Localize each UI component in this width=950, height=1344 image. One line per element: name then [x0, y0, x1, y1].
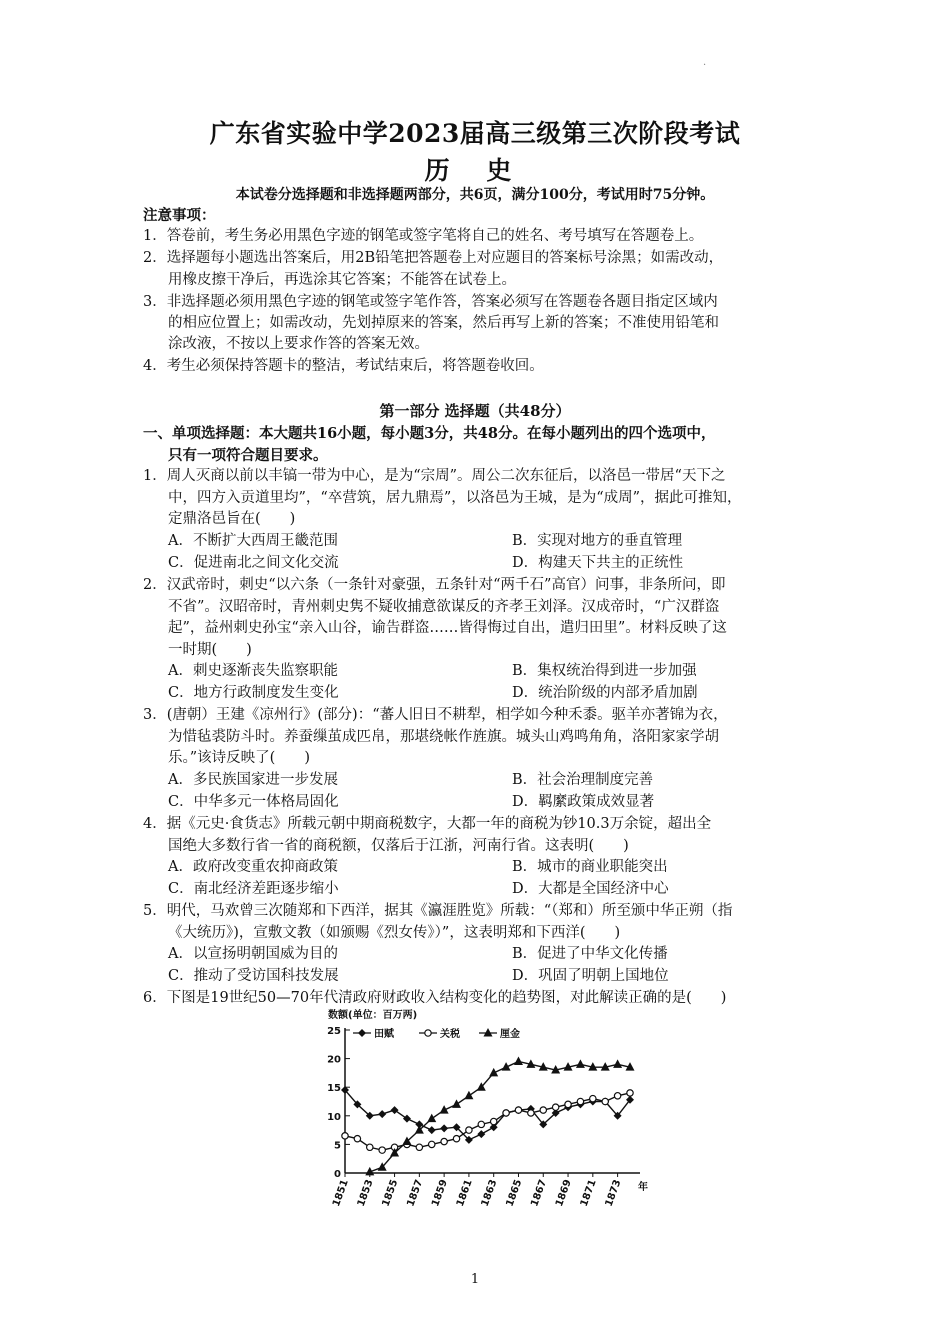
data-point: [614, 1093, 620, 1099]
question-1-stem: 1．周人灭商以前以丰镐一带为中心，是为“宗周”。周公二次东征后，以洛邑一带居“天下之: [143, 468, 726, 484]
data-point: [577, 1098, 583, 1104]
x-tick-label: 1873: [603, 1178, 624, 1209]
question-5-option-c: C．推动了受访国科技发展: [168, 968, 339, 984]
question-1-stem: 定鼎洛邑旨在( ): [168, 511, 296, 527]
data-point: [466, 1127, 472, 1133]
instruction-line: 的相应位置上；如需改动，先划掉原来的答案，然后再写上新的答案；不准使用铅笔和: [168, 315, 719, 331]
data-point: [540, 1107, 546, 1113]
question-5-option-a: A．以宣扬明朝国威为目的: [168, 946, 338, 962]
legend-marker: [484, 1028, 493, 1037]
chart-legend: [353, 1027, 520, 1040]
question-5-stem: 《大统历》)，宣敷文教（如颁赐《烈女传》）”，这表明郑和下西洋( ): [168, 925, 621, 941]
x-tick-label: 1867: [529, 1178, 550, 1209]
data-point: [354, 1135, 360, 1141]
question-5-option-b: B．促进了中华文化传播: [512, 946, 668, 962]
x-tick-label: 1857: [405, 1178, 426, 1209]
question-4-stem: 国绝大多数行省一省的商税额，仅落后于江浙，河南行省。这表明( ): [168, 838, 629, 854]
question-1-option-d: D．构建天下共主的正统性: [512, 555, 684, 571]
data-point: [367, 1144, 373, 1150]
x-tick-label: 1859: [430, 1178, 450, 1209]
data-point: [528, 1110, 534, 1116]
legend-label: 关税: [440, 1029, 460, 1040]
data-point: [428, 1126, 436, 1134]
question-2-stem: 起”，益州刺史孙宝“亲入山谷，谕告群盗……皆得悔过自出，遣归田里”。材料反映了这: [168, 620, 727, 636]
x-tick-label: 1869: [554, 1178, 574, 1209]
question-3-option-a: A．多民族国家进一步发展: [168, 772, 338, 788]
stray-mark: ·: [703, 60, 707, 71]
question-2-option-d: D．统治阶级的内部矛盾加剧: [512, 685, 698, 701]
question-3-stem: 乐。”该诗反映了( ): [168, 750, 310, 766]
data-point: [477, 1130, 485, 1138]
question-4-option-a: A．政府改变重农抑商政策: [168, 859, 338, 875]
data-point: [590, 1095, 596, 1101]
data-point: [490, 1118, 496, 1124]
series-line-2: [345, 1093, 630, 1150]
question-4-stem: 4．据《元史·食货志》所载元朝中期商税数字，大都一年的商税为钞10.3万余锭，超出全: [143, 816, 712, 832]
legend-marker: [425, 1030, 431, 1036]
question-4-option-d: D．大都是全国经济中心: [512, 881, 669, 897]
question-2-option-a: A．刺史逐渐丧失监察职能: [168, 663, 338, 679]
data-point: [576, 1059, 585, 1068]
question-4-option-b: B．城市的商业职能突出: [512, 859, 668, 875]
y-tick-label: 10: [327, 1111, 341, 1123]
y-tick-label: 20: [327, 1054, 341, 1066]
data-point: [379, 1147, 385, 1153]
y-tick-label: 25: [327, 1026, 341, 1037]
question-2-stem: 一时期( ): [168, 642, 252, 658]
instructions-heading: 注意事项：: [143, 207, 216, 224]
question-3-option-d: D．羁縻政策成效显著: [512, 794, 655, 810]
question-5-option-d: D．巩固了明朝上国地位: [512, 968, 669, 984]
question-1-stem: 中，四方入贡道里均”，“卒营筑，居九鼎焉”，以洛邑为王城，是为“成周”，据此可推知，: [168, 490, 742, 506]
data-point: [627, 1090, 633, 1096]
data-point: [452, 1099, 461, 1108]
question-2-option-c: C．地方行政制度发生变化: [168, 685, 339, 701]
data-point: [613, 1059, 622, 1068]
data-point: [441, 1138, 447, 1144]
y-tick-label: 15: [327, 1083, 341, 1095]
question-1-option-b: B．实现对地方的垂直管理: [512, 533, 683, 549]
data-point: [602, 1098, 608, 1104]
exam-note: 本试卷分选择题和非选择题两部分，共6页，满分100分，考试用时75分钟。: [235, 187, 715, 203]
instruction-line: 3．非选择题必须用黑色字迹的钢笔或签字笔作答，答案必须写在答题卷各题目指定区域内: [143, 294, 718, 310]
data-point: [416, 1144, 422, 1150]
data-point: [427, 1114, 436, 1123]
question-2-stem: 不省”。汉昭帝时，青州刺史隽不疑收捕意欲谋反的齐孝王刘泽。汉成帝时，“广汉群盗: [168, 599, 720, 615]
question-1-option-c: C．促进南北之间文化交流: [168, 555, 339, 571]
chart-series: [341, 1056, 635, 1175]
question-2-option-b: B．集权统治得到进一步加强: [512, 663, 697, 679]
subject-title: 历 史: [424, 156, 526, 185]
x-tick-label: 1851: [330, 1178, 351, 1209]
question-5-stem: 5．明代，马欢曾三次随郑和下西洋，据其《瀛涯胜览》所载：“（郑和）所至颁中华正朔（指: [143, 903, 733, 919]
instruction-line: 2．选择题每小题选出答案后，用2B铅笔把答题卷上对应题目的答案标号涂黑；如需改动，: [143, 250, 724, 266]
section-intro: 只有一项符合题目要求。: [168, 447, 328, 464]
data-point: [478, 1121, 484, 1127]
instruction-line: 4．考生必须保持答题卡的整洁，考试结束后，将答题卷收回。: [143, 358, 544, 374]
y-tick-label: 5: [334, 1140, 341, 1152]
data-point: [552, 1104, 558, 1110]
question-4-option-c: C．南北经济差距逐步缩小: [168, 881, 339, 897]
data-point: [464, 1091, 473, 1100]
question-6-stem: 6．下图是19世纪50—70年代清政府财政收入结构变化的趋势图，对此解读正确的是( ): [143, 990, 727, 1006]
section-intro: 一、单项选择题：本大题共16小题，每小题3分，共48分。在每小题列出的四个选项中，: [143, 425, 716, 442]
question-3-option-b: B．社会治理制度完善: [512, 772, 654, 788]
x-tick-label: 1871: [578, 1178, 599, 1209]
question-2-stem: 2．汉武帝时，刺史“以六条（一条针对豪强，五条针对“两千石”高官）问事，非条所问，即: [143, 577, 726, 593]
data-point: [391, 1106, 399, 1114]
x-tick-label: 1861: [454, 1178, 475, 1209]
x-axis-label: 年: [638, 1182, 648, 1193]
question-1-option-a: A．不断扩大西周王畿范围: [168, 533, 338, 549]
exam-title: 广东省实验中学2023届高三级第三次阶段考试: [209, 119, 741, 148]
x-tick-label: 1855: [380, 1178, 401, 1209]
section-title: 第一部分 选择题（共48分）: [379, 402, 571, 420]
y-axis-label: 数额(单位：百万两): [328, 1010, 418, 1021]
data-point: [378, 1110, 386, 1118]
instruction-line: 1．答卷前，考生务必用黑色字迹的钢笔或签字笔将自己的姓名、考号填写在答题卷上。: [143, 228, 704, 244]
data-point: [429, 1141, 435, 1147]
data-point: [440, 1124, 448, 1132]
data-point: [515, 1107, 521, 1113]
question-3-stem: 3．(唐朝）王建《凉州行》(部分)：“蕃人旧日不耕犁，相学如今种禾黍。驱羊亦著锦为衣，: [143, 707, 728, 723]
data-point: [565, 1101, 571, 1107]
data-point: [503, 1110, 509, 1116]
page-number: 1: [470, 1272, 480, 1287]
question-3-stem: 为惜毡裘防斗时。养蚕缫茧成匹帛，那堪绕帐作旌旗。城头山鸡鸣角角，洛阳家家学胡: [168, 729, 719, 745]
x-tick-label: 1853: [355, 1178, 376, 1209]
data-point: [342, 1133, 348, 1139]
instruction-line: 涂改液，不按以上要求作答的答案无效。: [168, 336, 429, 352]
legend-label: 厘金: [500, 1029, 520, 1040]
series-line-1: [345, 1090, 630, 1140]
question-3-option-c: C．中华多元一体格局固化: [168, 794, 339, 810]
data-point: [403, 1115, 411, 1123]
y-tick-label: 0: [334, 1169, 341, 1180]
instruction-line: 用橡皮擦干净后，再选涂其它答案；不能答在试卷上。: [168, 272, 516, 288]
legend-label: 田赋: [374, 1029, 394, 1040]
x-tick-label: 1863: [479, 1178, 500, 1209]
data-point: [453, 1135, 459, 1141]
legend-marker: [358, 1029, 366, 1037]
x-tick-label: 1865: [504, 1178, 525, 1209]
data-point: [514, 1056, 523, 1065]
